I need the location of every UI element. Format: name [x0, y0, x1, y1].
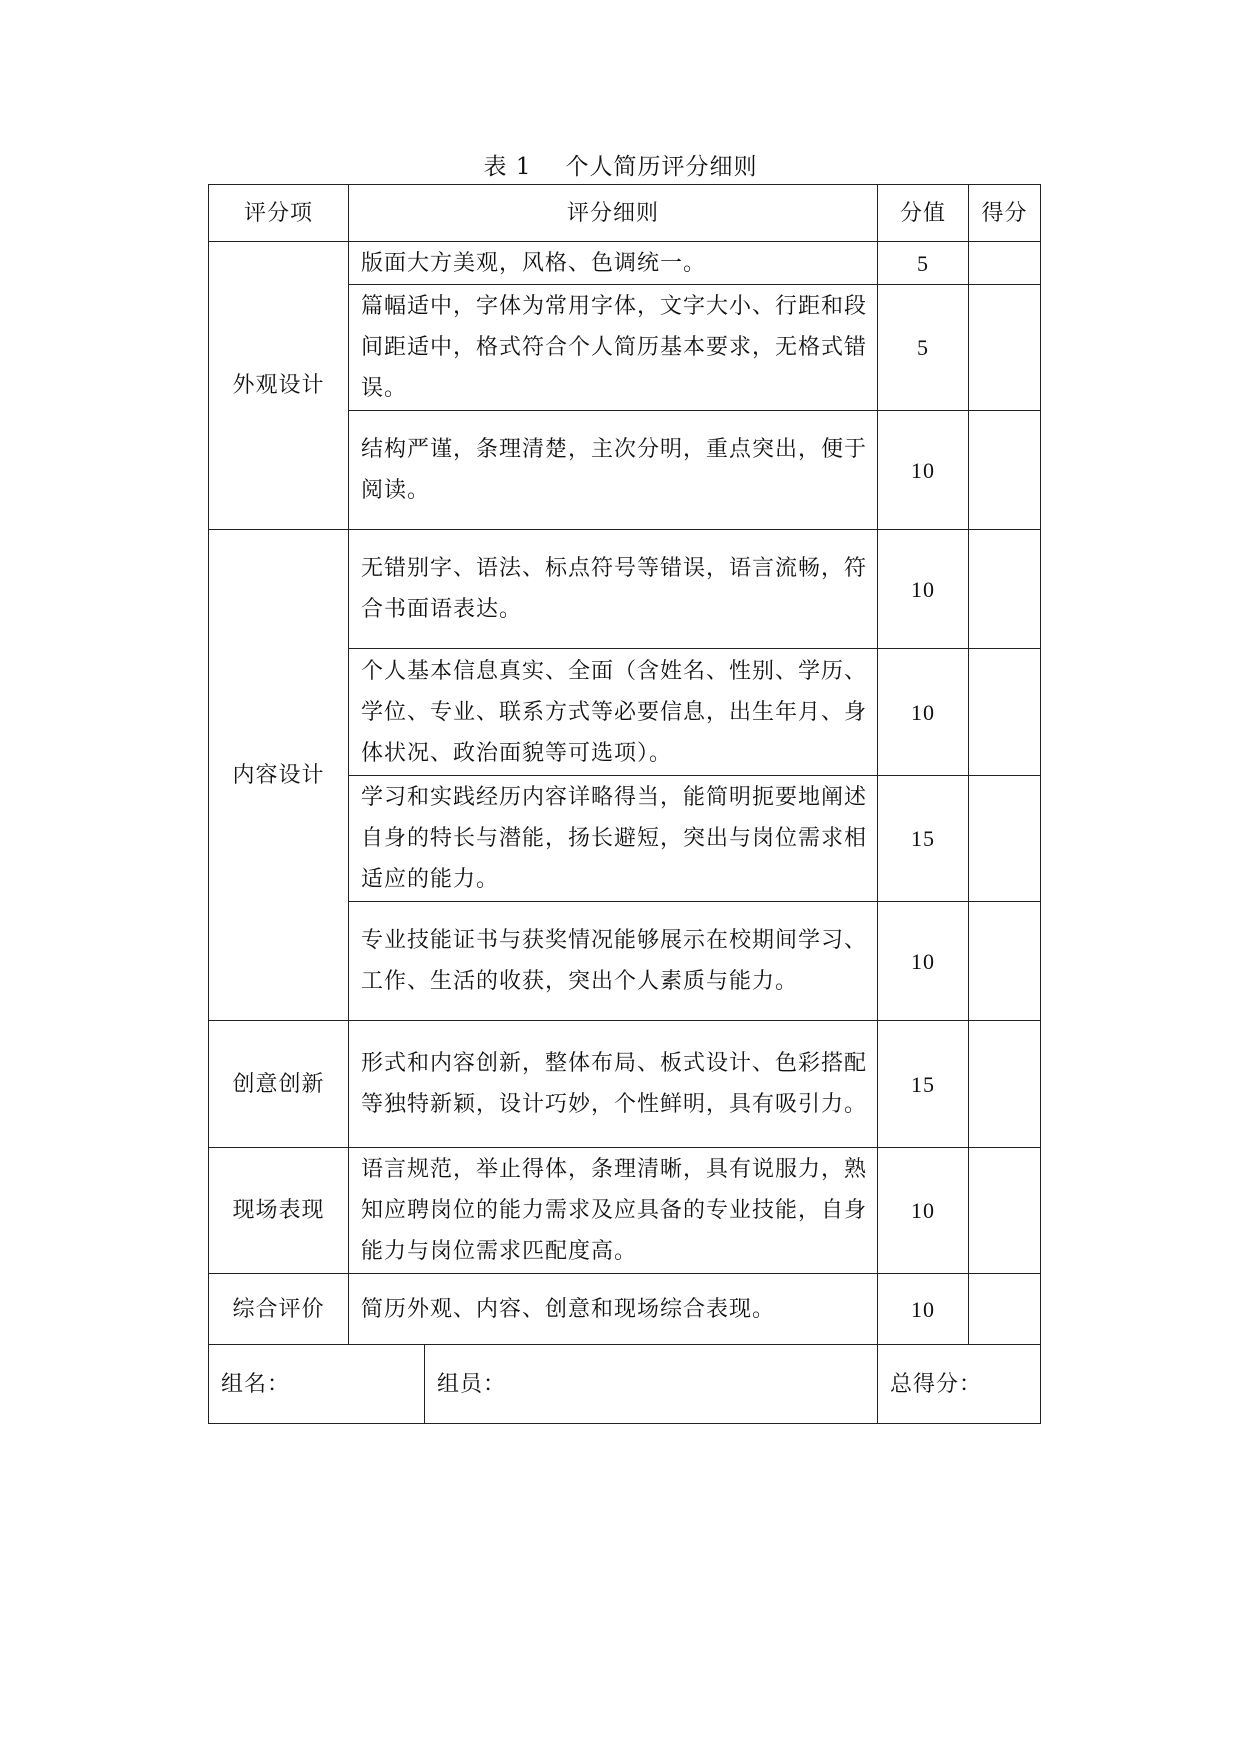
table-row — [209, 242, 1041, 285]
criteria-value: 10 — [878, 1148, 969, 1274]
table-row — [209, 1021, 1041, 1148]
header-value: 分值 — [878, 185, 969, 242]
table-row — [209, 1148, 1041, 1274]
caption-title: 个人简历评分细则 — [565, 154, 758, 180]
criteria-detail: 语言规范，举止得体，条理清晰，具有说服力，熟知应聘岗位的能力需求及应具备的专业技能，自身能力与岗位需求匹配度高。 — [349, 1148, 878, 1274]
score-cell[interactable] — [969, 1021, 1041, 1148]
group-name-field[interactable]: 组名： — [209, 1345, 425, 1424]
total-score-field[interactable]: 总得分： — [878, 1345, 1041, 1424]
score-cell[interactable] — [969, 1274, 1041, 1345]
header-row — [209, 185, 1041, 242]
score-cell[interactable] — [969, 411, 1041, 530]
table-caption — [0, 152, 1241, 182]
criteria-value: 10 — [878, 902, 969, 1021]
criteria-value: 10 — [878, 649, 969, 776]
group-name: 创意创新 — [209, 1021, 349, 1148]
header-detail: 评分细则 — [349, 185, 878, 242]
score-cell[interactable] — [969, 242, 1041, 285]
header-score: 得分 — [969, 185, 1041, 242]
group-name: 综合评价 — [209, 1274, 349, 1345]
group-name: 内容设计 — [209, 530, 349, 1021]
group-name: 现场表现 — [209, 1148, 349, 1274]
score-cell[interactable] — [969, 285, 1041, 411]
criteria-value: 15 — [878, 776, 969, 902]
criteria-value: 15 — [878, 1021, 969, 1148]
criteria-detail: 专业技能证书与获奖情况能够展示在校期间学习、工作、生活的收获，突出个人素质与能力。 — [349, 902, 878, 1021]
criteria-detail: 简历外观、内容、创意和现场综合表现。 — [349, 1274, 878, 1345]
criteria-value: 10 — [878, 1274, 969, 1345]
criteria-detail: 无错别字、语法、标点符号等错误，语言流畅，符合书面语表达。 — [349, 530, 878, 649]
footer-row — [209, 1345, 1041, 1424]
score-cell[interactable] — [969, 530, 1041, 649]
criteria-value: 10 — [878, 530, 969, 649]
group-name: 外观设计 — [209, 242, 349, 530]
table-row — [209, 530, 1041, 649]
rubric-table — [208, 184, 1041, 1424]
header-item: 评分项 — [209, 185, 349, 242]
criteria-value: 10 — [878, 411, 969, 530]
score-cell[interactable] — [969, 776, 1041, 902]
criteria-detail: 篇幅适中，字体为常用字体，文字大小、行距和段间距适中，格式符合个人简历基本要求，无格式错误。 — [349, 285, 878, 411]
score-cell[interactable] — [969, 1148, 1041, 1274]
table-row — [209, 1274, 1041, 1345]
caption-label: 表 1 — [483, 154, 532, 180]
criteria-value: 5 — [878, 242, 969, 285]
score-cell[interactable] — [969, 649, 1041, 776]
score-cell[interactable] — [969, 902, 1041, 1021]
criteria-detail: 结构严谨，条理清楚，主次分明，重点突出，便于阅读。 — [349, 411, 878, 530]
criteria-value: 5 — [878, 285, 969, 411]
criteria-detail: 个人基本信息真实、全面（含姓名、性别、学历、学位、专业、联系方式等必要信息，出生年月、身体状况、政治面貌等可选项）。 — [349, 649, 878, 776]
criteria-detail: 版面大方美观，风格、色调统一。 — [349, 242, 878, 285]
members-field[interactable]: 组员： — [425, 1345, 878, 1424]
criteria-detail: 学习和实践经历内容详略得当，能简明扼要地阐述自身的特长与潜能，扬长避短，突出与岗位需求相适应的能力。 — [349, 776, 878, 902]
criteria-detail: 形式和内容创新，整体布局、板式设计、色彩搭配等独特新颖，设计巧妙，个性鲜明，具有吸引力。 — [349, 1021, 878, 1148]
